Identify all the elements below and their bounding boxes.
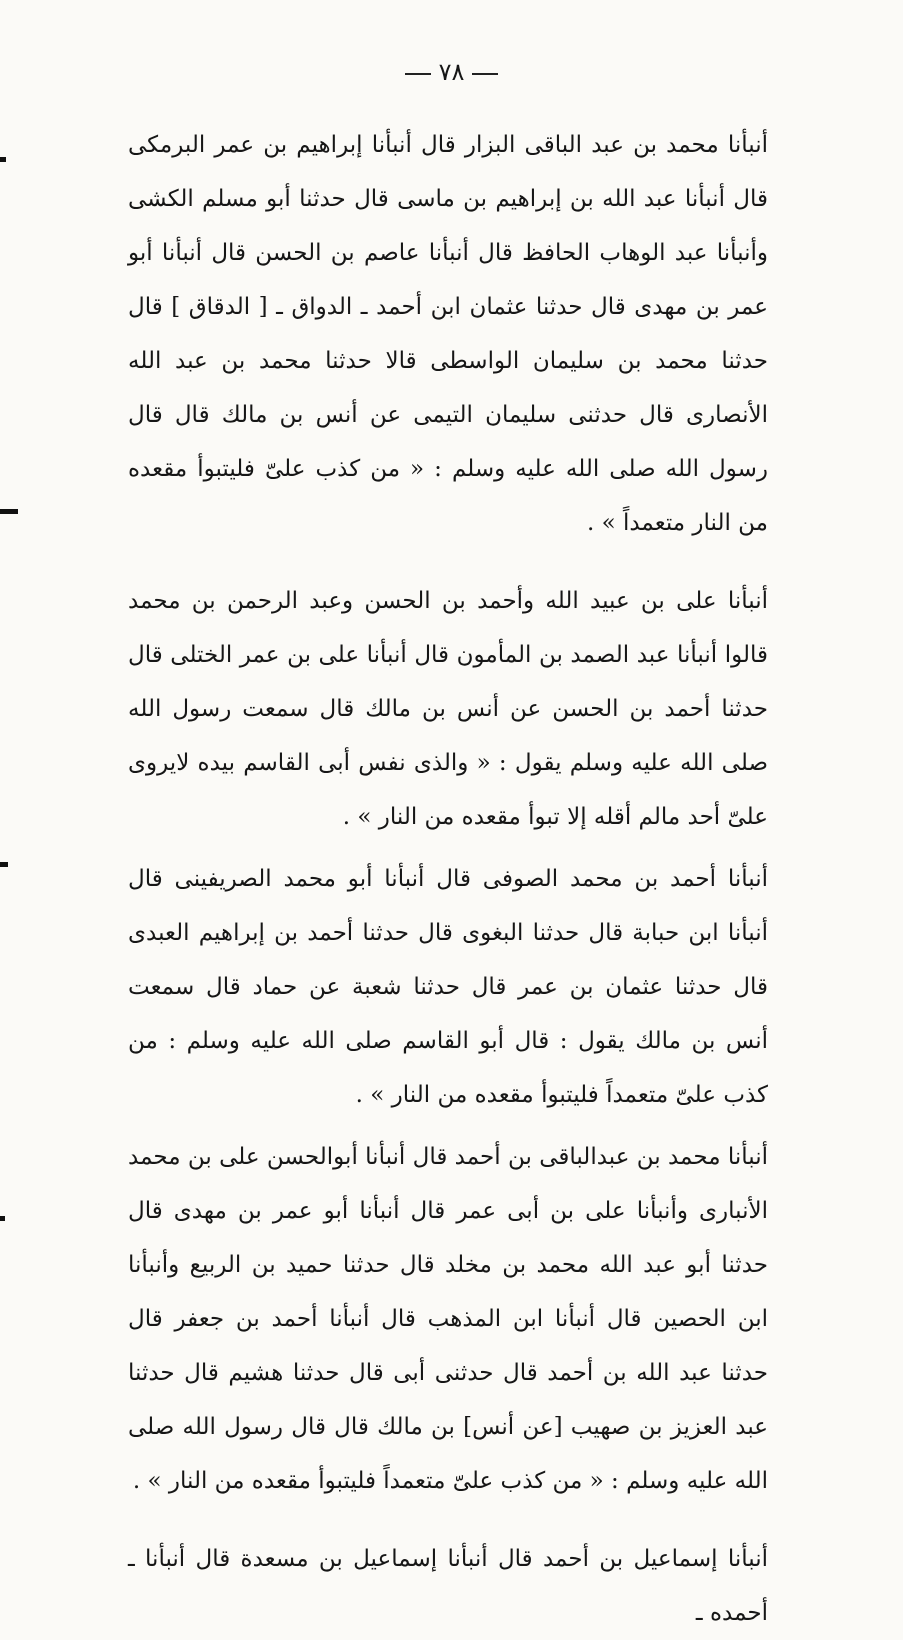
margin-mark	[0, 157, 6, 162]
paragraph-5: أنبأنا إسماعيل بن أحمد قال أنبأنا إسماعيل بن مسعدة قال أنبأنا ـ أحمده ـ	[128, 1546, 768, 1626]
page-number-text: ٧٨	[438, 58, 465, 86]
paragraph-4: أنبأنا محمد بن عبدالباقى بن أحمد قال أنبأنا أبوالحسن على بن محمد الأنبارى وأنبأنا على بن أبى عمر قال أنبأنا أبو عمر بن مهدى قال حدثنا أبو عبد الله محمد بن مخلد قال حدثنا حميد بن الربيع وأنبأنا ابن الحصين قال أنبأنا ابن المذهب قال أنبأنا أحمد بن جعفر قال حدثنا عبد الله بن أحمد قال حدثنى أبى قال حدثنا هشيم قال حدثنا عبد العزيز بن صهيب [عن أنس] بن مالك قال قال رسول الله صلى الله عليه وسلم : « من كذب علىّ متعمداً فليتبوأ مقعده من النار » .	[128, 1144, 768, 1494]
margin-mark	[0, 1216, 5, 1221]
margin-mark	[0, 862, 8, 867]
margin-mark	[0, 509, 18, 514]
paragraph-3: أنبأنا أحمد بن محمد الصوفى قال أنبأنا أبو محمد الصريفينى قال أنبأنا ابن حبابة قال حدثنا البغوى قال حدثنا أحمد بن إبراهيم العبدى قال حدثنا عثمان بن عمر قال حدثنا شعبة عن حماد قال سمعت أنس بن مالك يقول : قال أبو القاسم صلى الله عليه وسلم : من كذب علىّ متعمداً فليتبوأ مقعده من النار » .	[128, 866, 768, 1108]
page-number-dash-left	[405, 73, 431, 75]
paragraph-2: أنبأنا على بن عبيد الله وأحمد بن الحسن وعبد الرحمن بن محمد قالوا أنبأنا عبد الصمد بن المأمون قال أنبأنا على بن عمر الختلى قال حدثنا أحمد بن الحسن عن أنس بن مالك قال سمعت رسول الله صلى الله عليه وسلم يقول : « والذى نفس أبى القاسم بيده لايروى علىّ أحد مالم أقله إلا تبوأ مقعده من النار » .	[128, 588, 768, 830]
page-number	[0, 58, 903, 86]
paragraph-1: أنبأنا محمد بن عبد الباقى البزار قال أنبأنا إبراهيم بن عمر البرمكى قال أنبأنا عبد الله بن إبراهيم بن ماسى قال حدثنا أبو مسلم الكشى وأنبأنا عبد الوهاب الحافظ قال أنبأنا عاصم بن الحسن قال أنبأنا أبو عمر بن مهدى قال حدثنا عثمان ابن أحمد ـ الدواق ـ [ الدقاق ] قال حدثنا محمد بن سليمان الواسطى قالا حدثنا محمد بن عبد الله الأنصارى قال حدثنى سليمان التيمى عن أنس بن مالك قال قال رسول الله صلى الله عليه وسلم : « من كذب علىّ فليتبوأ مقعده من النار متعمداً » .	[128, 132, 768, 536]
text-body	[128, 118, 768, 1640]
page-number-dash-right	[472, 73, 498, 75]
